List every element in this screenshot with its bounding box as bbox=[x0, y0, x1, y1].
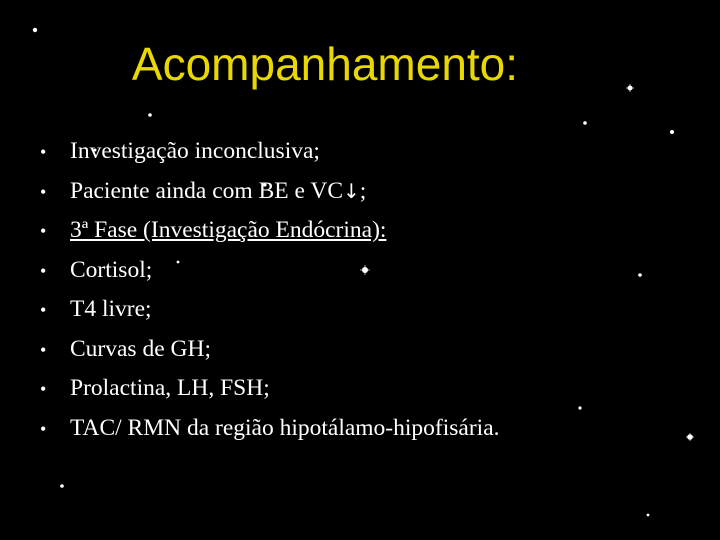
bullet-dot: • bbox=[40, 221, 47, 241]
list-item-text bbox=[70, 172, 366, 211]
bullet-list bbox=[40, 132, 500, 448]
list-item bbox=[40, 251, 500, 291]
bullet-dot: • bbox=[40, 379, 47, 399]
star bbox=[638, 273, 642, 277]
list-item bbox=[40, 132, 500, 172]
list-item-text: T4 livre; bbox=[70, 296, 152, 322]
list-item bbox=[40, 290, 500, 330]
star bbox=[148, 113, 152, 117]
list-item bbox=[40, 330, 500, 370]
star bbox=[33, 28, 37, 32]
bullet-dot: • bbox=[40, 300, 47, 320]
star bbox=[670, 130, 674, 134]
bullet-dot: • bbox=[40, 181, 47, 202]
bullet-dot: • bbox=[40, 339, 47, 360]
star bbox=[578, 406, 581, 409]
list-item bbox=[40, 409, 500, 449]
bullet-dot: • bbox=[40, 418, 47, 439]
list-item-text-suffix: ; bbox=[359, 177, 367, 204]
down-arrow-icon: ↓ bbox=[343, 178, 360, 203]
star bbox=[583, 121, 587, 125]
list-item bbox=[40, 369, 500, 409]
list-item-text: Curvas de GH; bbox=[70, 335, 211, 362]
list-item-text: Cortisol; bbox=[70, 256, 153, 283]
bullet-dot: • bbox=[40, 142, 47, 162]
star bbox=[60, 484, 64, 488]
list-item-text-main: Paciente ainda com BE e VC bbox=[70, 177, 344, 204]
star bbox=[647, 514, 650, 517]
list-item-text: TAC/ RMN da região hipotálamo-hipofisária. bbox=[70, 414, 500, 441]
list-item-text: Prolactina, LH, FSH; bbox=[70, 375, 270, 401]
bullet-dot: • bbox=[40, 260, 47, 281]
list-item bbox=[40, 172, 500, 212]
list-item bbox=[40, 211, 500, 251]
list-item-text-underlined: 3ª Fase (Investigação Endócrina): bbox=[70, 217, 387, 243]
list-item-text: Investigação inconclusiva; bbox=[70, 138, 320, 164]
slide-title: Acompanhamento: bbox=[131, 38, 519, 90]
